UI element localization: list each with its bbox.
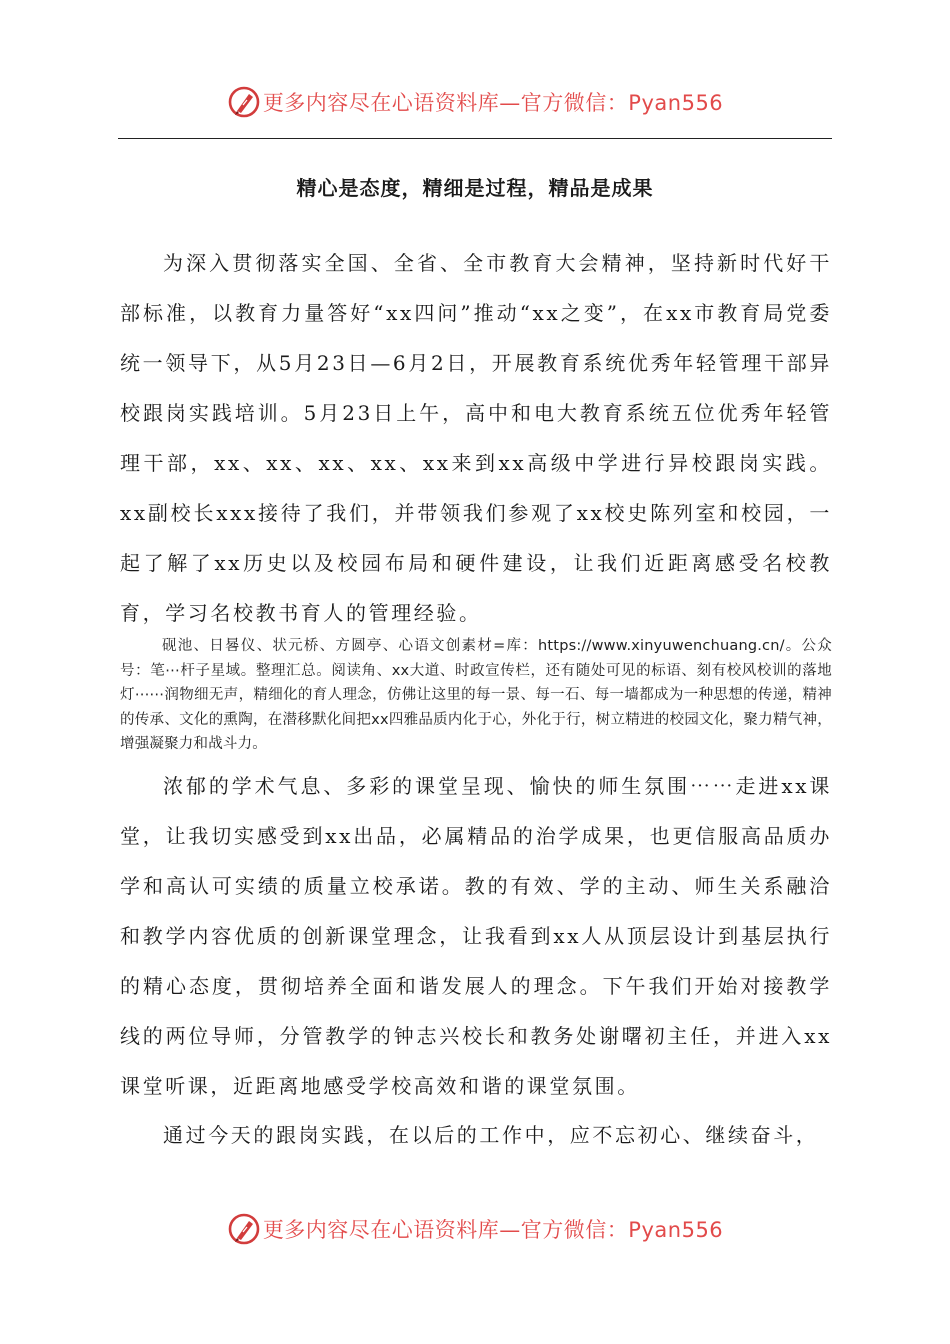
- body-paragraph-1: 为深入贯彻落实全国、全省、全市教育大会精神，坚持新时代好干部标准，以教育力量答好“xx四问”推动“xx之变”，在xx市教育局党委统一领导下，从5月23日—6月2日，开展教育系统优秀年轻管理干部异校跟岗实践培训。5月23日上午，高中和电大教育系统五位优秀年轻管理干部，xx、xx、xx、xx、xx来到xx高级中学进行异校跟岗实践。xx副校长xxx接待了我们，并带领我们参观了xx校史陈列室和校园，一起了解了xx历史以及校园布局和硬件建设，让我们近距离感受名校教育，学习名校教书育人的管理经验。: [120, 251, 832, 625]
- header-divider: [118, 138, 832, 139]
- body-paragraph-4: 通过今天的跟岗实践，在以后的工作中，应不忘初心、继续奋斗，: [163, 1123, 819, 1147]
- page-title: 精心是态度，精细是过程，精品是成果: [296, 176, 654, 200]
- body-paragraph-2-inserted: 砚池、日晷仪、状元桥、方圆亭、心语文创素材=库：https://www.xinyuwenchuang.cn/。公众号：笔⋯杆子星域。整理汇总。阅读角、xx大道、时政宣传栏，还有随处可见的标语、刻有校风校训的落地灯⋯⋯润物细无声，精细化的育人理念，仿佛让这里的每一景、每一石、每一墙都成为一种思想的传递，精神的传承、文化的熏陶，在潜移默化间把xx四雅品质内化于心，外化于行，树立精进的校园文化，聚力精气神，增强凝聚力和战斗力。: [120, 638, 832, 752]
- footer-watermark: [0, 1207, 950, 1251]
- pen-nib-circle-icon: [227, 1212, 261, 1246]
- watermark-text: 更多内容尽在心语资料库—官方微信：Pyan556: [262, 1218, 724, 1242]
- watermark-text: 更多内容尽在心语资料库—官方微信：Pyan556: [262, 91, 724, 115]
- body-paragraph-3: 浓郁的学术气息、多彩的课堂呈现、愉快的师生氛围⋯⋯走进xx课堂，让我切实感受到xx出品，必属精品的治学成果，也更信服高品质办学和高认可实绩的质量立校承诺。教的有效、学的主动、师生关系融洽和教学内容优质的创新课堂理念，让我看到xx人从顶层设计到基层执行的精心态度，贯彻培养全面和谐发展人的理念。下午我们开始对接教学线的两位导师，分管教学的钟志兴校长和教务处谢曙初主任，并进入xx课堂听课，近距离地感受学校高效和谐的课堂氛围。: [120, 774, 832, 1098]
- header-watermark: [0, 80, 950, 124]
- pen-nib-circle-icon: [227, 85, 261, 119]
